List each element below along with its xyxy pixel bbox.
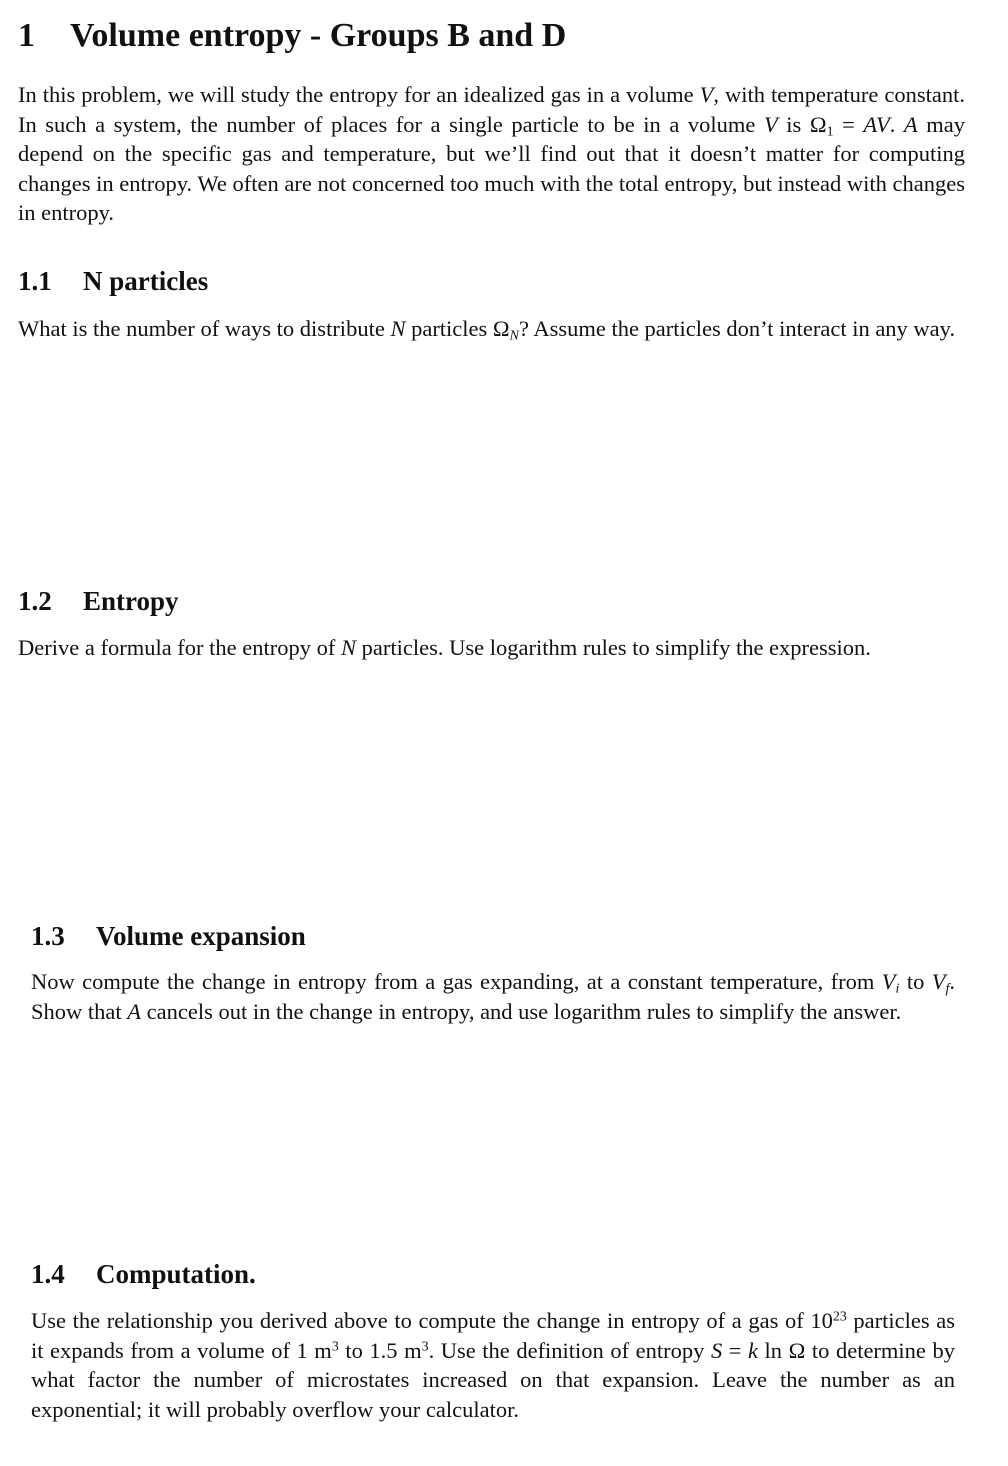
- text-run: V: [881, 969, 896, 994]
- section-number: 1: [18, 17, 35, 54]
- text-run: 23: [832, 1309, 847, 1325]
- text-run: A: [903, 111, 918, 137]
- text-run: Ω: [788, 1337, 806, 1363]
- text-run: N: [341, 635, 357, 660]
- text-run: Ω: [492, 316, 510, 341]
- n-particles-paragraph: [18, 314, 965, 344]
- text-run: AV: [863, 111, 890, 137]
- text-run: cancels out in the change in entropy, and use logarithm rules to simplify the answer.: [141, 998, 902, 1024]
- subsection-title-text: N particles: [83, 266, 209, 296]
- text-run: particles. Use logarithm rules to simplify the expression.: [356, 635, 871, 660]
- text-run: k: [748, 1337, 758, 1363]
- text-run: =: [722, 1337, 748, 1363]
- subsection-number: 1.2: [18, 586, 52, 616]
- subsection-number: 1.4: [31, 1259, 65, 1289]
- subsection-title-text: Computation.: [96, 1259, 256, 1289]
- text-run: Use the relationship you derived above to compute the change in entropy of a gas of 10: [31, 1308, 833, 1333]
- text-run: N: [390, 316, 406, 341]
- text-run: Now compute the change in entropy from a gas expanding, at a constant temperature, from: [31, 969, 882, 994]
- text-run: is: [777, 111, 810, 137]
- text-run: N: [509, 328, 519, 344]
- intro-paragraph: [18, 80, 965, 228]
- text-run: ? Assume the particles don’t interact in any way.: [518, 316, 956, 341]
- subsection-title-text: Entropy: [83, 586, 179, 616]
- text-run: particles as it expands from a volume of 1 m: [31, 1308, 955, 1363]
- text-run: 3: [331, 1338, 339, 1354]
- text-run: . Use the definition of entropy: [428, 1337, 711, 1363]
- text-run: Ω: [809, 111, 827, 137]
- text-run: A: [127, 998, 142, 1024]
- text-run: f: [945, 981, 950, 997]
- subsection-title-entropy: [18, 584, 179, 618]
- subsection-title-volume-expansion: [31, 919, 306, 953]
- text-run: =: [833, 111, 864, 137]
- subsection-number: 1.1: [18, 266, 52, 296]
- volume-expansion-paragraph: [31, 967, 955, 1026]
- text-run: . Show that: [31, 969, 955, 1024]
- text-run: S: [710, 1337, 723, 1363]
- text-run: V: [931, 969, 946, 994]
- text-run: , with temperature constant. In such a system, the number of places for a single particle to be in a volume: [18, 82, 966, 137]
- subsection-title-n-particles: [18, 264, 208, 298]
- text-run: to 1.5 m: [338, 1337, 422, 1363]
- text-run: V: [699, 82, 714, 107]
- text-run: may depend on the specific gas and temperature, but we’ll find out that it doesn’t matter for computing changes in entropy. We often are not concerned too much with the total entropy, but instead with changes in entropy.: [18, 111, 965, 225]
- text-run: to determine by what factor the number of microstates increased on that expansion. Leave the number as an exponential; it will probably overflow your calculator.: [31, 1337, 955, 1422]
- text-run: .: [889, 111, 904, 137]
- text-run: What is the number of ways to distribute: [18, 316, 391, 341]
- section-title: [18, 14, 566, 58]
- text-run: particles: [405, 316, 493, 341]
- text-run: 1: [826, 123, 834, 139]
- subsection-title-text: Volume expansion: [96, 921, 306, 951]
- entropy-paragraph: [18, 633, 965, 663]
- computation-paragraph: [31, 1306, 955, 1424]
- subsection-title-computation: [31, 1257, 256, 1291]
- text-run: ln: [758, 1337, 789, 1363]
- subsection-number: 1.3: [31, 921, 65, 951]
- text-run: 3: [421, 1338, 429, 1354]
- text-run: to: [899, 969, 932, 994]
- section-title-text: Volume entropy - Groups B and D: [70, 17, 567, 54]
- text-run: In this problem, we will study the entropy for an idealized gas in a volume: [18, 82, 700, 107]
- text-run: V: [763, 111, 778, 137]
- text-run: Derive a formula for the entropy of: [18, 635, 341, 660]
- text-run: i: [895, 981, 900, 997]
